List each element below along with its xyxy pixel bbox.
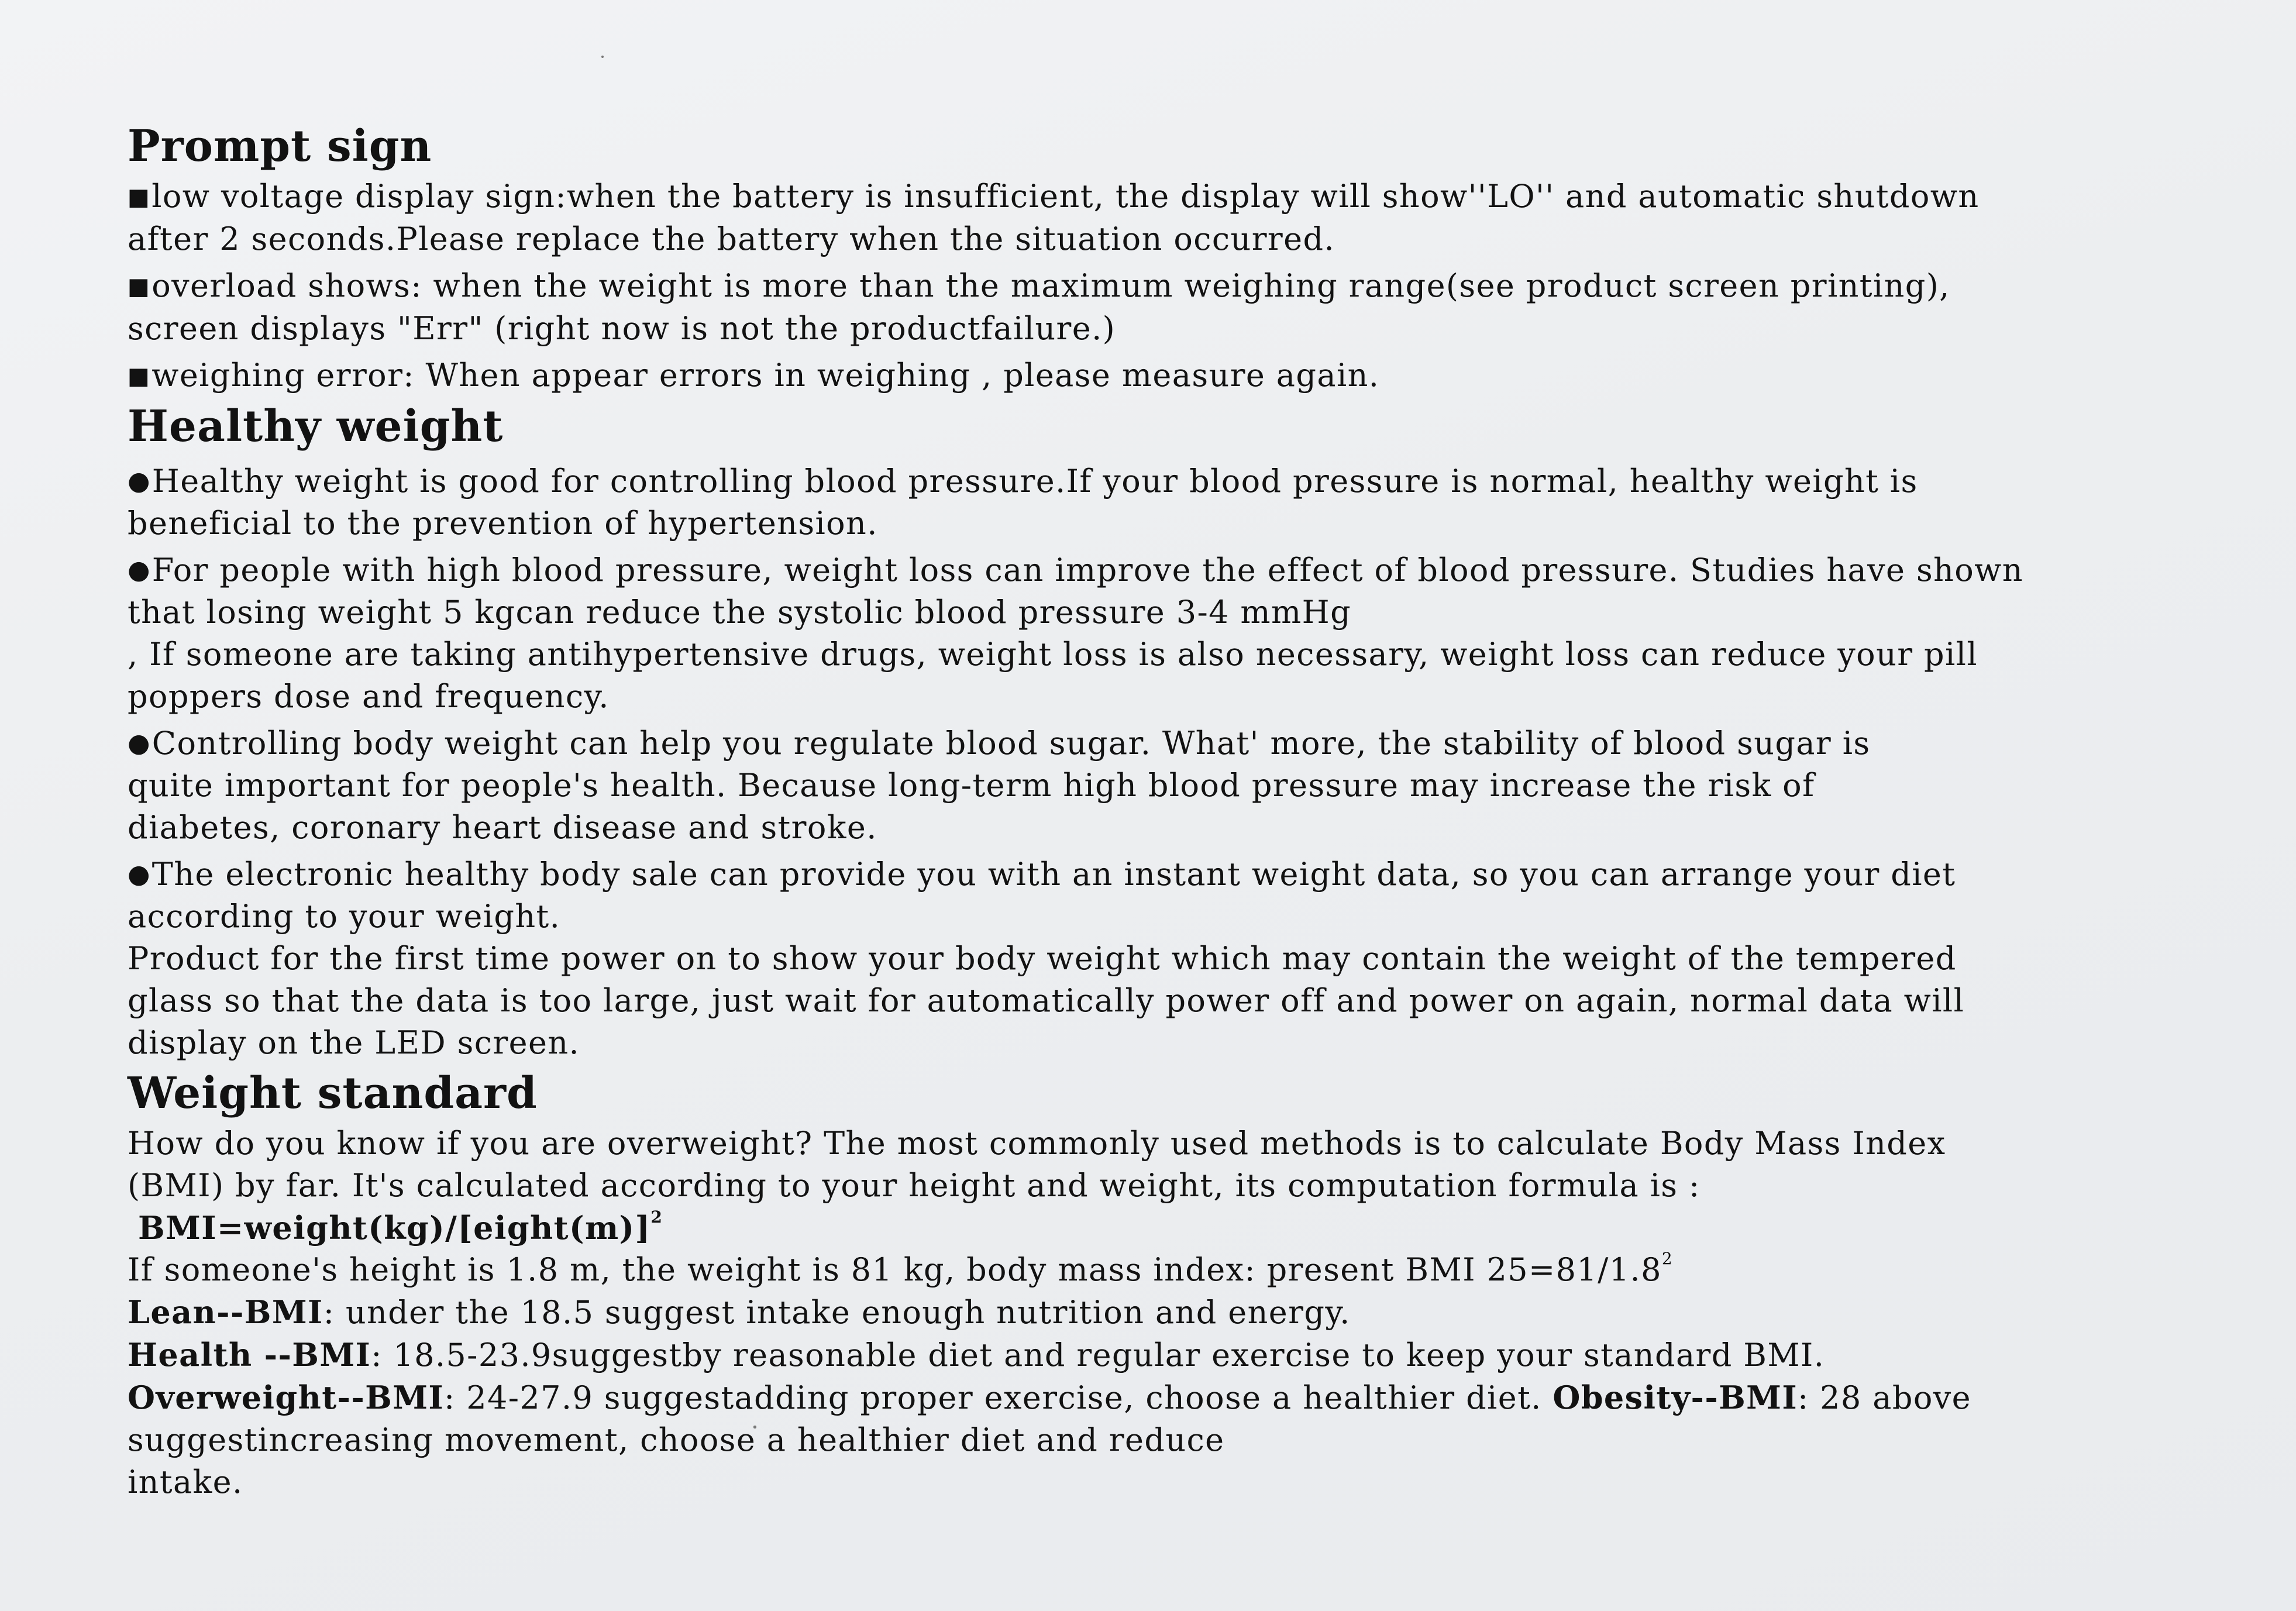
superscript: 2 (1661, 1249, 1674, 1268)
section-weight-standard (128, 1064, 2157, 1503)
paragraph-bmi-example (128, 1249, 2157, 1291)
bmi-health (128, 1334, 2157, 1376)
bmi-example-text: If someone's height is 1.8 m, the weight is 81 kg, body mass index: present BMI 25=81/1.8 (128, 1251, 1662, 1288)
paragraph-bmi-intro: How do you know if you are overweight? The most commonly used methods is to calculate Body Mass Index (BMI) by far. It's calculated according to your height and weight, its computation formula is : (128, 1125, 1946, 1204)
section-title: Weight standard (128, 1068, 538, 1118)
bmi-formula (128, 1207, 2157, 1249)
bmi-health-label: Health --BMI (128, 1336, 371, 1374)
bmi-overweight-label: Overweight--BMI (128, 1379, 445, 1416)
bullet-blood-pressure: ● Healthy weight is good for controlling blood pressure.If your blood pressure is normal, healthy weight is beneficial to the prevention of hypertension. (128, 460, 2157, 545)
bmi-lean-label: Lean--BMI (128, 1293, 323, 1331)
bullet-blood-sugar: ● Controlling body weight can help you regulate blood sugar. What' more, the stability of blood sugar is quite important for people's health. Because long-term high blood pressure may increase the risk of diabetes, coronary heart disease and stroke. (128, 722, 2157, 849)
section-title: Healthy weight (128, 401, 504, 452)
bmi-health-text: : 18.5-23.9suggestby reasonable diet and regular exercise to keep your standard BMI. (371, 1337, 1825, 1374)
section-title: Prompt sign (128, 121, 432, 171)
bmi-overweight-obesity (128, 1376, 2157, 1503)
bullet-weight-loss: ● For people with high blood pressure, weight loss can improve the effect of blood pressure. Studies have shown that losing weight 5 kgcan reduce the systolic blood pressure 3-4 mmHg (128, 549, 2157, 634)
bullet-instant-data: ● The electronic healthy body sale can provide you with an instant weight data, so you can arrange your diet according to your weight. (128, 853, 2157, 938)
speck (601, 56, 604, 58)
bmi-obesity-text: : 28 above suggestincreasing movement, choose a healthier diet and reduce intake. (128, 1379, 1971, 1500)
bmi-lean-text: : under the 18.5 suggest intake enough nutrition and energy. (323, 1294, 1351, 1331)
bmi-lean (128, 1291, 2157, 1334)
paragraph-first-power-on: Product for the first time power on to show your body weight which may contain the weight of the tempered glass so that the data is too large, just wait for automatically power off and power on again, normal data will display on the LED screen. (128, 940, 1965, 1061)
bullet-weighing-error: ■ weighing error: When appear errors in weighing , please measure again. (128, 354, 2157, 397)
section-healthy-weight (128, 397, 2157, 1064)
superscript: 2 (650, 1207, 663, 1227)
bullet-overload: ■ overload shows: when the weight is more than the maximum weighing range(see product screen printing), screen displays "Err" (right now is not the productfailure.) (128, 265, 2157, 350)
bullet-low-voltage: ■ low voltage display sign:when the battery is insufficient, the display will show''LO'' and automatic shutdown after 2 seconds.Please replace the battery when the situation occurred. (128, 175, 2157, 260)
bmi-overweight-text: : 24-27.9 suggestadding proper exercise, choose a healthier diet. (444, 1379, 1553, 1416)
bmi-formula-text: BMI=weight(kg)/[eight(m)] (138, 1209, 651, 1247)
document-content (128, 117, 2157, 1503)
bmi-obesity-label: Obesity--BMI (1553, 1379, 1798, 1416)
paragraph-antihypertensive: , If someone are taking antihypertensive drugs, weight loss is also necessary, weight loss can reduce your pill poppers dose and frequency. (128, 636, 1978, 715)
section-prompt-sign (128, 117, 2157, 397)
